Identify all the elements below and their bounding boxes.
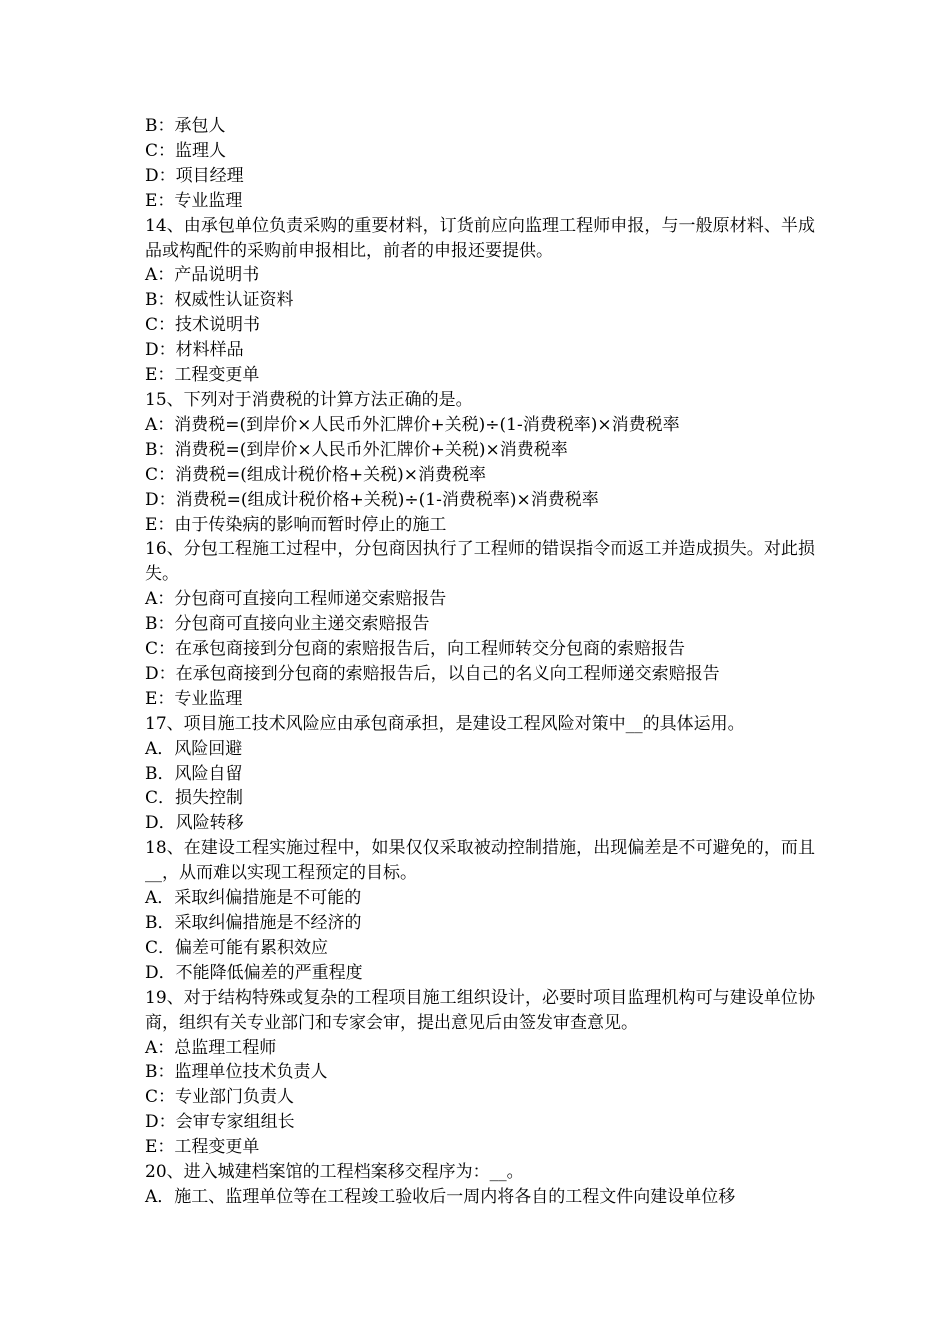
answer-option: A：总监理工程师 (145, 1037, 277, 1058)
answer-option: B．采取纠偏措施是不经济的 (145, 913, 362, 933)
answer-option: B：权威性认证资料 (145, 290, 294, 311)
answer-option: C：专业部门负责人 (145, 1087, 295, 1108)
answer-option: E：专业监理 (145, 688, 243, 709)
answer-option: D：会审专家组组长 (145, 1112, 295, 1133)
answer-option: C．损失控制 (145, 788, 244, 809)
answer-option: A．施工、监理单位等在工程竣工验收后一周内将各自的工程文件向建设单位移 (145, 1186, 736, 1207)
document-page (145, 114, 815, 1210)
answer-option: C：技术说明书 (145, 315, 261, 336)
answer-option: A．风险回避 (145, 738, 243, 759)
question-text: 20、进入城建档案馆的工程档案移交程序为：__。 (145, 1162, 524, 1183)
answer-option: E：工程变更单 (145, 1137, 260, 1158)
answer-option: D．风险转移 (145, 813, 244, 834)
question-text: 17、项目施工技术风险应由承包商承担，是建设工程风险对策中__的具体运用。 (145, 713, 745, 734)
answer-option: E：专业监理 (145, 190, 243, 211)
answer-option: D：消费税=(组成计税价格+关税)÷(1-消费税率)×消费税率 (145, 489, 599, 510)
question-text: 14、由承包单位负责采购的重要材料，订货前应向监理工程师申报，与一般原材料、半成品或构配件的采购前申报相比，前者的申报还要提供。 (145, 215, 815, 261)
question-text: 19、对于结构特殊或复杂的工程项目施工组织设计，必要时项目监理机构可与建设单位协商，组织有关专业部门和专家会审，提出意见后由签发审查意见。 (145, 987, 815, 1033)
answer-option: B：监理单位技术负责人 (145, 1062, 328, 1083)
answer-option: C：监理人 (145, 140, 227, 161)
answer-option: B：消费税=(到岸价×人民币外汇牌价+关税)×消费税率 (145, 439, 568, 460)
answer-option: C：消费税=(组成计税价格+关税)×消费税率 (145, 464, 487, 485)
answer-option: A：分包商可直接向工程师递交索赔报告 (145, 589, 447, 610)
answer-option: B．风险自留 (145, 763, 243, 784)
answer-option: D：项目经理 (145, 165, 244, 186)
question-text: 16、分包工程施工过程中，分包商因执行了工程师的错误指令而返工并造成损失。对此损失。 (145, 539, 815, 585)
question-text: 15、下列对于消费税的计算方法正确的是。 (145, 389, 473, 410)
answer-option: D．不能降低偏差的严重程度 (145, 962, 363, 983)
question-text: 18、在建设工程实施过程中，如果仅仅采取被动控制措施，出现偏差是不可避免的，而且__，从而难以实现工程预定的目标。 (145, 838, 815, 884)
answer-option: D：在承包商接到分包商的索赔报告后，以自己的名义向工程师递交索赔报告 (145, 663, 720, 684)
answer-option: B：承包人 (145, 116, 226, 136)
answer-option: A．采取纠偏措施是不可能的 (145, 888, 362, 909)
answer-option: A：消费税=(到岸价×人民币外汇牌价+关税)÷(1-消费税率)×消费税率 (145, 414, 680, 435)
answer-option: C．偏差可能有累积效应 (145, 937, 329, 958)
answer-option: A：产品说明书 (145, 265, 260, 286)
answer-option: D：材料样品 (145, 340, 244, 361)
answer-option: E：由于传染病的影响而暂时停止的施工 (145, 514, 447, 535)
answer-option: C：在承包商接到分包商的索赔报告后，向工程师转交分包商的索赔报告 (145, 639, 686, 660)
answer-option: B：分包商可直接向业主递交索赔报告 (145, 614, 430, 635)
answer-option: E：工程变更单 (145, 365, 260, 386)
